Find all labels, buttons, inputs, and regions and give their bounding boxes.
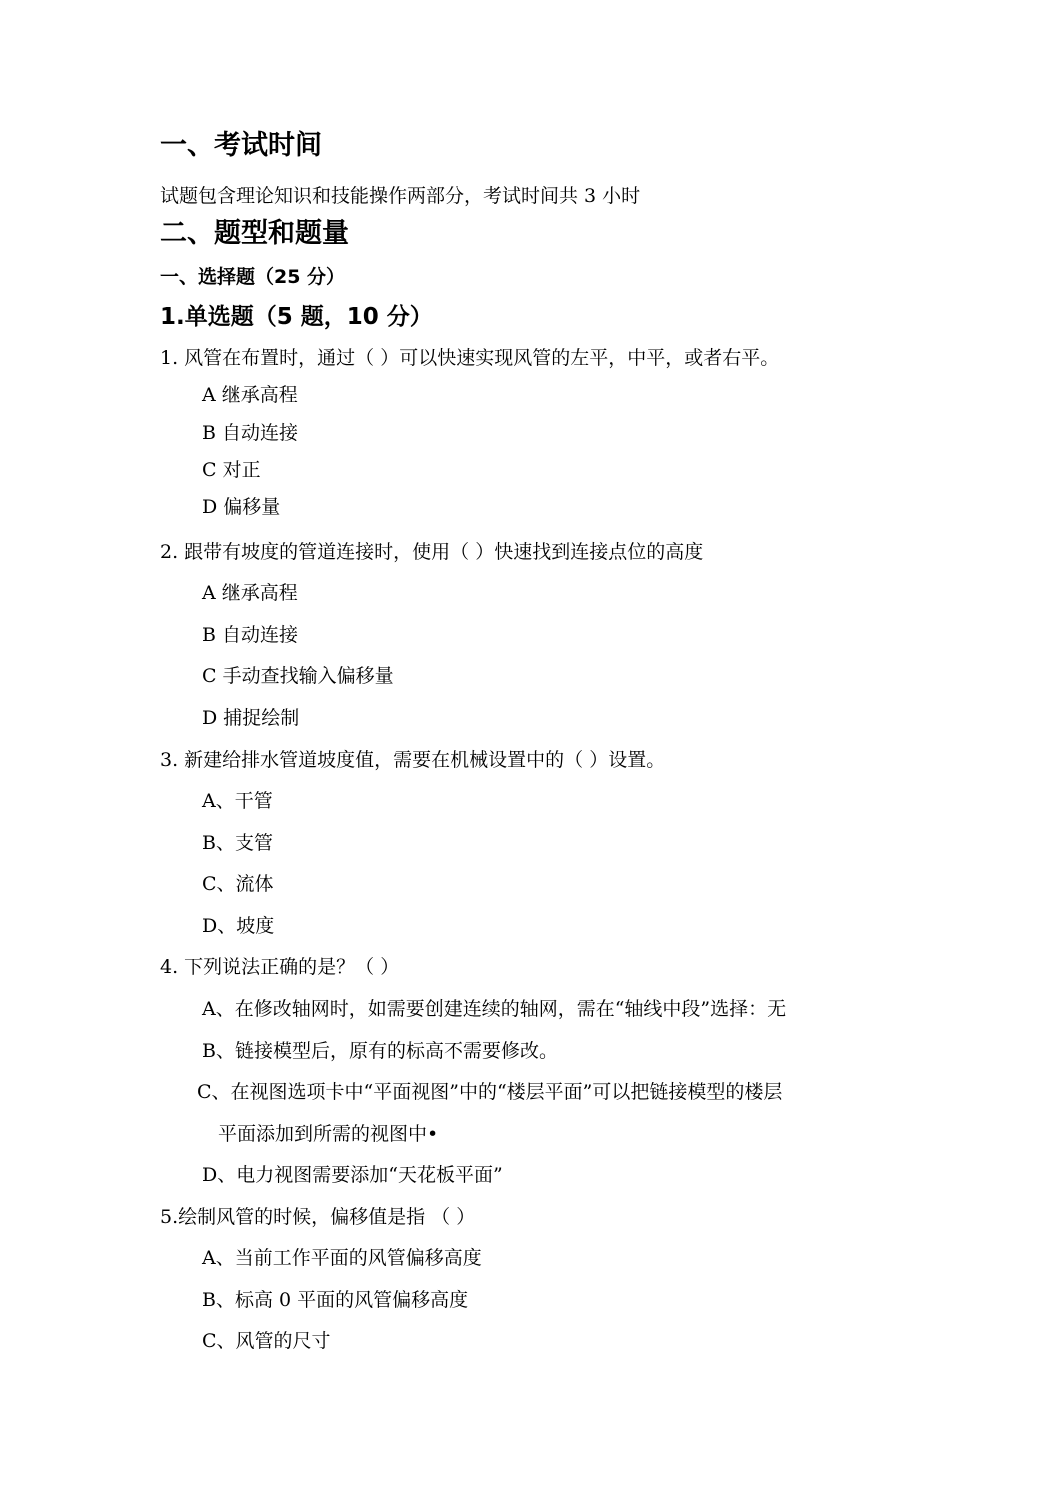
question-2-option-a: A 继承高程 bbox=[202, 582, 298, 604]
question-1-option-a: A 继承高程 bbox=[202, 384, 298, 406]
question-3-option-d: D、坡度 bbox=[202, 915, 275, 937]
question-4-stem: 4. 下列说法正确的是？（ ） bbox=[160, 956, 400, 978]
question-1-option-c: C 对正 bbox=[202, 459, 261, 481]
question-5-option-a: A、当前工作平面的风管偏移高度 bbox=[202, 1247, 482, 1269]
question-4-option-d: D、电力视图需要添加“天花板平面” bbox=[202, 1164, 503, 1186]
question-2-option-c: C 手动查找输入偏移量 bbox=[202, 665, 394, 687]
subheading-multiple-choice: 一、选择题（25 分） bbox=[160, 266, 346, 288]
section-heading-exam-time: 一、考试时间 bbox=[160, 130, 322, 161]
question-4-option-a: A、在修改轴网时，如需要创建连续的轴网，需在“轴线中段”选择：无 bbox=[202, 998, 787, 1020]
question-3-option-b: B、支管 bbox=[202, 832, 273, 854]
question-1-option-b: B 自动连接 bbox=[202, 422, 299, 444]
question-3-option-a: A、干管 bbox=[202, 790, 273, 812]
question-5-option-b: B、标高 0 平面的风管偏移高度 bbox=[202, 1289, 469, 1311]
question-5-stem: 5.绘制风管的时候，偏移值是指 （ ） bbox=[160, 1206, 476, 1228]
question-1-option-d: D 偏移量 bbox=[202, 496, 281, 518]
question-4-option-b: B、链接模型后，原有的标高不需要修改。 bbox=[202, 1040, 558, 1062]
question-2-option-b: B 自动连接 bbox=[202, 624, 299, 646]
question-5-option-c: C、风管的尺寸 bbox=[202, 1330, 331, 1352]
exam-time-text: 试题包含理论知识和技能操作两部分，考试时间共 3 小时 bbox=[160, 185, 641, 207]
question-3-stem: 3. 新建给排水管道坡度值，需要在机械设置中的（ ）设置。 bbox=[160, 749, 666, 771]
section-heading-question-types: 二、题型和题量 bbox=[160, 218, 349, 249]
question-4-option-c-continued: 平面添加到所需的视图中• bbox=[218, 1123, 439, 1145]
question-4-option-c: C、在视图选项卡中“平面视图”中的“楼层平面”可以把链接模型的楼层 bbox=[197, 1081, 783, 1103]
subheading-single-choice: 1.单选题（5 题，10 分） bbox=[160, 304, 433, 330]
question-2-stem: 2. 跟带有坡度的管道连接时，使用（ ）快速找到连接点位的高度 bbox=[160, 541, 704, 563]
question-2-option-d: D 捕捉绘制 bbox=[202, 707, 300, 729]
question-3-option-c: C、流体 bbox=[202, 873, 274, 895]
question-1-stem: 1. 风管在布置时，通过（ ）可以快速实现风管的左平，中平，或者右平。 bbox=[160, 347, 780, 369]
